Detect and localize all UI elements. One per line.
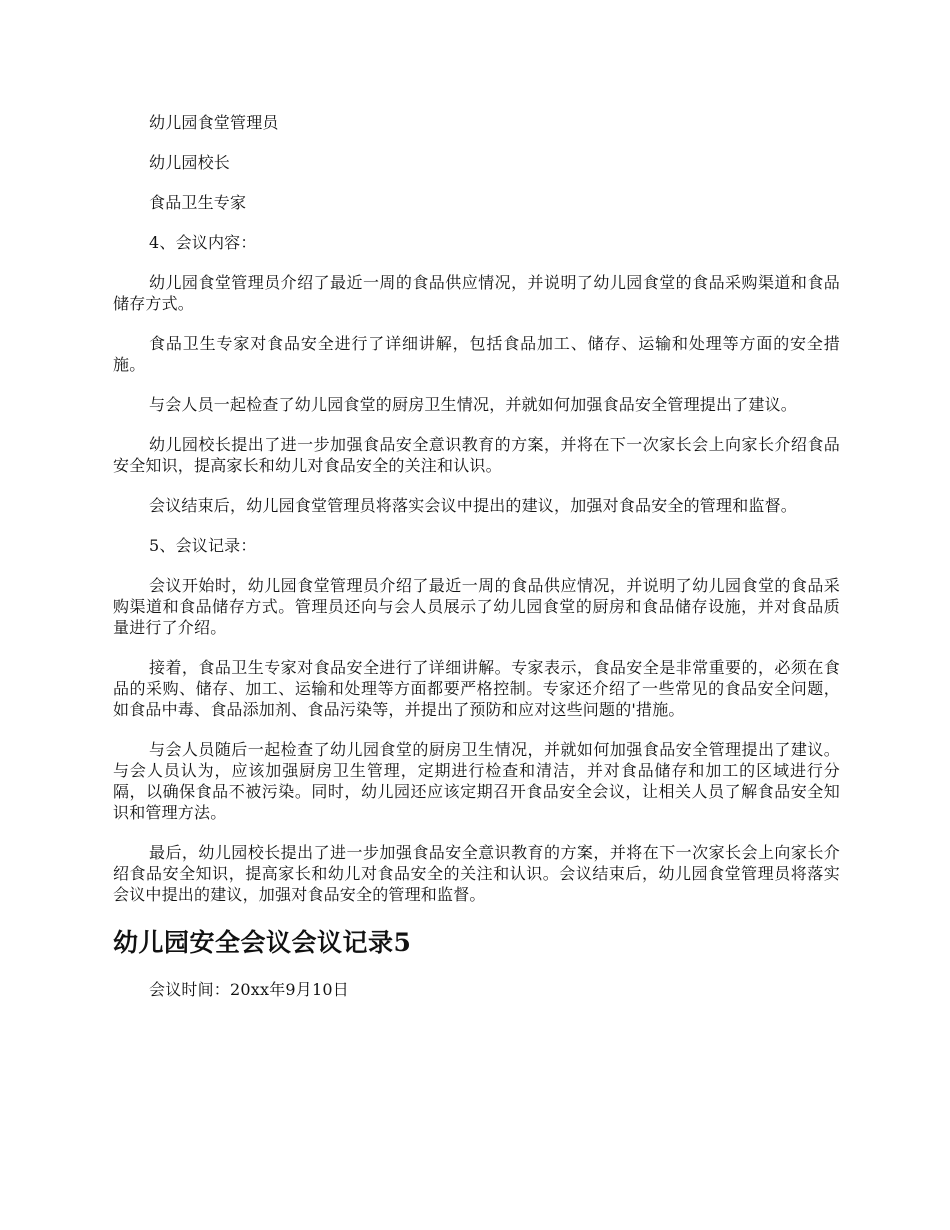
section5-paragraph: 接着，食品卫生专家对食品安全进行了详细讲解。专家表示，食品安全是非常重要的，必须在食品的采购、储存、加工、运输和处理等方面都要严格控制。专家还介绍了一些常见的食品安全问题，如食品中毒、食品添加剂、食品污染等，并提出了预防和应对这些问题的'措施。 bbox=[113, 658, 840, 719]
meeting-time: 会议时间：20xx年9月10日 bbox=[149, 980, 349, 999]
section5-paragraph: 最后，幼儿园校长提出了进一步加强食品安全意识教育的方案，并将在下一次家长会上向家长介绍食品安全知识，提高家长和幼儿对食品安全的关注和认识。会议结束后，幼儿园食堂管理员将落实会议中提出的建议，加强对食品安全的管理和监督。 bbox=[113, 843, 840, 904]
document-page bbox=[113, 112, 840, 1019]
section4-paragraph: 幼儿园校长提出了进一步加强食品安全意识教育的方案，并将在下一次家长会上向家长介绍食品安全知识，提高家长和幼儿对食品安全的关注和认识。 bbox=[113, 435, 840, 475]
section4-paragraph: 会议结束后，幼儿园食堂管理员将落实会议中提出的建议，加强对食品安全的管理和监督。 bbox=[149, 496, 798, 515]
section5-paragraph: 与会人员随后一起检查了幼儿园食堂的厨房卫生情况，并就如何加强食品安全管理提出了建议。与会人员认为，应该加强厨房卫生管理，定期进行检查和清洁，并对食品储存和加工的区域进行分隔，以确保食品不被污染。同时，幼儿园还应该定期召开食品安全会议，让相关人员了解食品安全知识和管理方法。 bbox=[113, 740, 840, 822]
attendee-principal: 幼儿园校长 bbox=[149, 153, 231, 172]
attendee-food-expert: 食品卫生专家 bbox=[149, 193, 247, 212]
section5-paragraph: 会议开始时，幼儿园食堂管理员介绍了最近一周的食品供应情况，并说明了幼儿园食堂的食品采购渠道和食品储存方式。管理员还向与会人员展示了幼儿园食堂的厨房和食品储存设施，并对食品质量进行了介绍。 bbox=[113, 576, 840, 637]
section4-paragraph: 幼儿园食堂管理员介绍了最近一周的食品供应情况，并说明了幼儿园食堂的食品采购渠道和食品储存方式。 bbox=[113, 273, 840, 313]
attendee-canteen-manager: 幼儿园食堂管理员 bbox=[149, 113, 279, 132]
section5-heading: 5、会议记录： bbox=[149, 536, 257, 555]
section4-paragraph: 与会人员一起检查了幼儿园食堂的厨房卫生情况，并就如何加强食品安全管理提出了建议。 bbox=[149, 395, 798, 414]
section4-heading: 4、会议内容： bbox=[149, 233, 257, 252]
section4-paragraph: 食品卫生专家对食品安全进行了详细讲解，包括食品加工、储存、运输和处理等方面的安全措施。 bbox=[113, 334, 840, 374]
next-section-title: 幼儿园安全会议会议记录5 bbox=[113, 928, 412, 957]
